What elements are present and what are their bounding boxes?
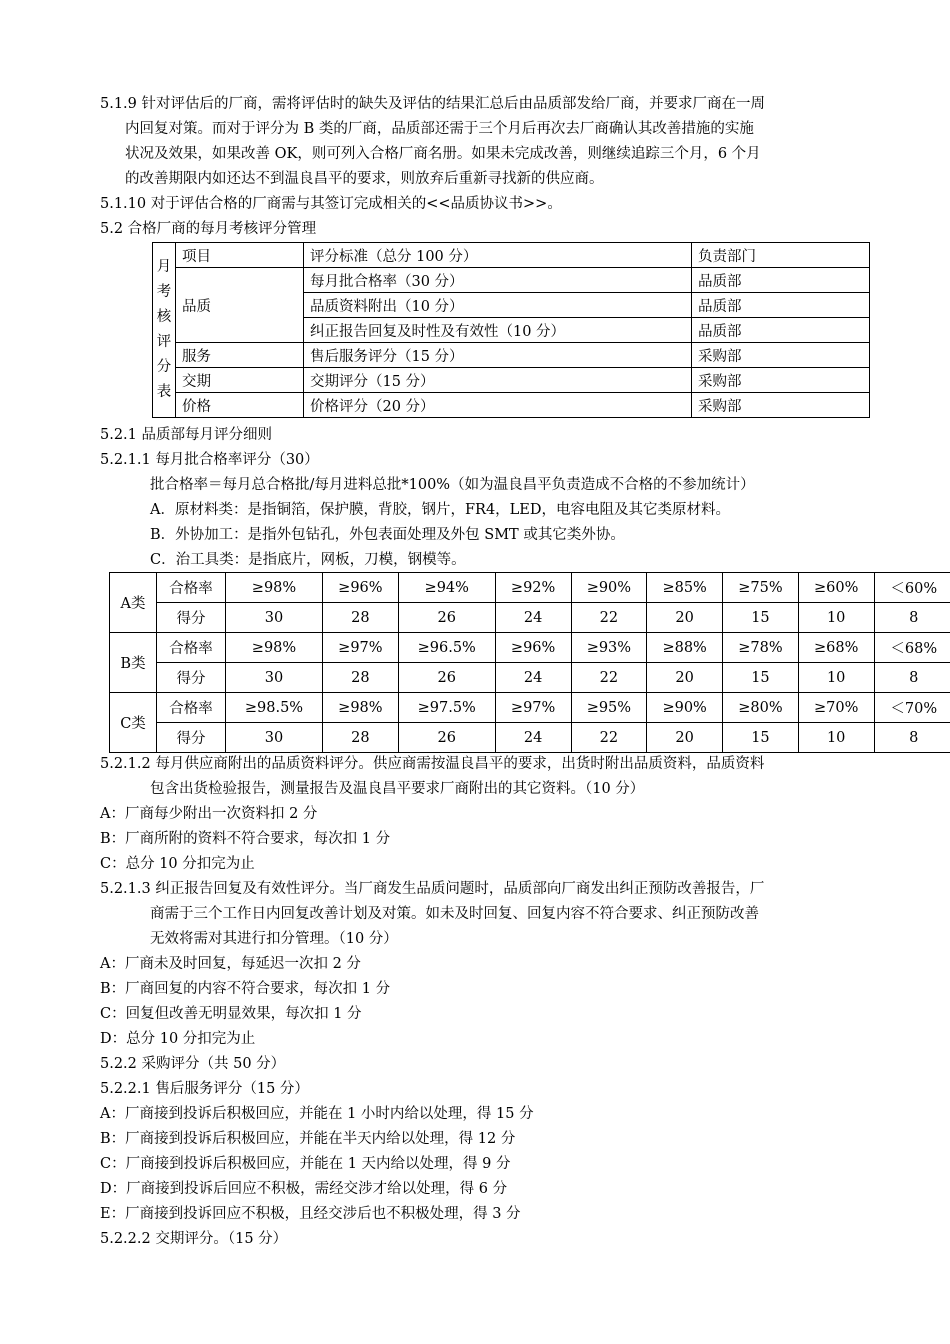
department-cell: 采购部 [692, 368, 870, 393]
rate-cell: ＜68% [874, 633, 950, 663]
score-cell: 10 [798, 723, 874, 753]
score-cell: 28 [322, 603, 398, 633]
department-cell: 采购部 [692, 393, 870, 418]
score-cell: 30 [226, 723, 323, 753]
header-item: 项目 [176, 243, 304, 268]
pass-rate-table [109, 572, 950, 753]
score-cell: 30 [226, 603, 323, 633]
rate-cell: ≥98% [226, 573, 323, 603]
sec-5213-line-3: 无效将需对其进行扣分管理。（10 分） [150, 931, 398, 947]
criteria-cell: 每月批合格率（30 分） [304, 268, 692, 293]
department-cell: 采购部 [692, 343, 870, 368]
class-label: C类 [110, 693, 157, 753]
score-cell: 22 [571, 663, 647, 693]
sec-522-heading: 5.2.2 采购评分（共 50 分） [100, 1056, 286, 1072]
score-label: 得分 [157, 723, 226, 753]
sec-5212-line-2: 包含出货检验报告，测量报告及温良昌平要求厂商附出的其它资料。（10 分） [150, 781, 645, 797]
rate-cell: ≥90% [647, 693, 723, 723]
list-item: A：厂商未及时回复，每延迟一次扣 2 分 [100, 956, 361, 972]
item-cell: 服务 [176, 343, 304, 368]
rate-cell: ≥70% [798, 693, 874, 723]
sec-5221-heading: 5.2.2.1 售后服务评分（15 分） [100, 1081, 309, 1097]
criteria-cell: 价格评分（20 分） [304, 393, 692, 418]
list-item: A：厂商接到投诉后积极回应，并能在 1 小时内给以处理，得 15 分 [100, 1106, 534, 1122]
rate-cell: ≥96% [322, 573, 398, 603]
sec-5222-heading: 5.2.2.2 交期评分。（15 分） [100, 1231, 288, 1247]
sec-5110: 5.1.10 对于评估合格的厂商需与其签订完成相关的<<品质协议书>>。 [100, 196, 562, 212]
score-cell: 20 [647, 723, 723, 753]
rate-cell: ≥97.5% [398, 693, 495, 723]
category-b: B．外协加工：是指外包钻孔，外包表面处理及外包 SMT 或其它类外协。 [150, 527, 625, 543]
sec-519-line-3: 状况及效果，如果改善 OK，则可列入合格厂商名册。如果未完成改善，则继续追踪三个月，6 个月 [125, 146, 761, 162]
rate-row [110, 573, 950, 603]
rate-cell: ≥97% [322, 633, 398, 663]
sec-5212-line-1: 5.2.1.2 每月供应商附出的品质资料评分。供应商需按温良昌平的要求，出货时附出品质资料，品质资料 [100, 756, 765, 772]
rate-cell: ≥94% [398, 573, 495, 603]
list-item: A：厂商每少附出一次资料扣 2 分 [100, 806, 318, 822]
score-cell: 15 [723, 603, 799, 633]
rate-cell: ≥97% [495, 693, 571, 723]
score-cell: 8 [874, 603, 950, 633]
rate-row [110, 693, 950, 723]
class-label: A类 [110, 573, 157, 633]
rate-cell: ≥93% [571, 633, 647, 663]
sec-519-line-1: 5.1.9 针对评估后的厂商，需将评估时的缺失及评估的结果汇总后由品质部发给厂商，并要求厂商在一周 [100, 96, 765, 112]
score-cell: 10 [798, 603, 874, 633]
class-label: B类 [110, 633, 157, 693]
rate-cell: ＜70% [874, 693, 950, 723]
list-item: B：厂商接到投诉后积极回应，并能在半天内给以处理，得 12 分 [100, 1131, 516, 1147]
list-item: C：厂商接到投诉后积极回应，并能在 1 天内给以处理，得 9 分 [100, 1156, 511, 1172]
rate-label: 合格率 [157, 633, 226, 663]
rate-cell: ≥80% [723, 693, 799, 723]
score-cell: 30 [226, 663, 323, 693]
rate-cell: ≥92% [495, 573, 571, 603]
rate-cell: ≥90% [571, 573, 647, 603]
header-criteria: 评分标准（总分 100 分） [304, 243, 692, 268]
rate-cell: ≥98% [322, 693, 398, 723]
rate-cell: ≥78% [723, 633, 799, 663]
rate-label: 合格率 [157, 573, 226, 603]
rate-cell: ≥95% [571, 693, 647, 723]
score-cell: 24 [495, 603, 571, 633]
sec-519-line-2: 内回复对策。而对于评分为 B 类的厂商，品质部还需于三个月后再次去厂商确认其改善措施的实施 [125, 121, 754, 137]
score-cell: 20 [647, 603, 723, 633]
sec-5211-heading: 5.2.1.1 每月批合格率评分（30） [100, 452, 319, 468]
category-a: A．原材料类：是指铜箔，保护膜，背胶，钢片，FR4，LED，电容电阻及其它类原材料。 [150, 502, 731, 518]
department-cell: 品质部 [692, 268, 870, 293]
score-cell: 15 [723, 723, 799, 753]
sec-519-line-4: 的改善期限内如还达不到温良昌平的要求，则放弃后重新寻找新的供应商。 [125, 171, 604, 187]
rate-cell: ≥98% [226, 633, 323, 663]
score-cell: 20 [647, 663, 723, 693]
score-cell: 24 [495, 723, 571, 753]
score-row [110, 603, 950, 633]
category-c: C．治工具类：是指底片，网板，刀模，钢模等。 [150, 552, 466, 568]
criteria-cell: 纠正报告回复及时性及有效性（10 分） [304, 318, 692, 343]
list-item: B：厂商回复的内容不符合要求，每次扣 1 分 [100, 981, 391, 997]
criteria-cell: 交期评分（15 分） [304, 368, 692, 393]
sec-5213-line-2: 商需于三个工作日内回复改善计划及对策。如未及时回复、回复内容不符合要求、纠正预防改善 [150, 906, 759, 922]
score-label: 得分 [157, 603, 226, 633]
list-item: E：厂商接到投诉回应不积极，且经交涉后也不积极处理，得 3 分 [100, 1206, 521, 1222]
score-cell: 24 [495, 663, 571, 693]
score-label: 得分 [157, 663, 226, 693]
score-cell: 22 [571, 723, 647, 753]
rate-cell: ＜60% [874, 573, 950, 603]
rate-cell: ≥98.5% [226, 693, 323, 723]
score-cell: 28 [322, 663, 398, 693]
score-cell: 8 [874, 723, 950, 753]
score-cell: 26 [398, 723, 495, 753]
score-row [110, 663, 950, 693]
criteria-cell: 售后服务评分（15 分） [304, 343, 692, 368]
list-item: C：回复但改善无明显效果，每次扣 1 分 [100, 1006, 362, 1022]
list-item: D：总分 10 分扣完为止 [100, 1031, 256, 1047]
list-item: B：厂商所附的资料不符合要求，每次扣 1 分 [100, 831, 391, 847]
rate-cell: ≥96% [495, 633, 571, 663]
sec-5213-line-1: 5.2.1.3 纠正报告回复及有效性评分。当厂商发生品质问题时，品质部向厂商发出纠正预防改善报告，厂 [100, 881, 765, 897]
sec-52-heading: 5.2 合格厂商的每月考核评分管理 [100, 221, 317, 237]
score-cell: 8 [874, 663, 950, 693]
score-cell: 10 [798, 663, 874, 693]
rate-cell: ≥85% [647, 573, 723, 603]
rate-cell: ≥75% [723, 573, 799, 603]
list-item: C：总分 10 分扣完为止 [100, 856, 255, 872]
table-side-label: 月 考 核 评 分 表 [153, 243, 176, 418]
department-cell: 品质部 [692, 318, 870, 343]
monthly-assessment-table [152, 242, 870, 418]
list-item: D：厂商接到投诉后回应不积极，需经交涉才给以处理，得 6 分 [100, 1181, 508, 1197]
rate-cell: ≥60% [798, 573, 874, 603]
score-row [110, 723, 950, 753]
rate-row [110, 633, 950, 663]
score-cell: 28 [322, 723, 398, 753]
rate-cell: ≥68% [798, 633, 874, 663]
rate-label: 合格率 [157, 693, 226, 723]
formula-text: 批合格率＝每月总合格批/每月进料总批*100%（如为温良昌平负责造成不合格的不参加统计） [150, 477, 755, 493]
item-cell: 交期 [176, 368, 304, 393]
score-cell: 26 [398, 603, 495, 633]
rate-cell: ≥96.5% [398, 633, 495, 663]
department-cell: 品质部 [692, 293, 870, 318]
sec-521-heading: 5.2.1 品质部每月评分细则 [100, 427, 273, 443]
header-department: 负责部门 [692, 243, 870, 268]
criteria-cell: 品质资料附出（10 分） [304, 293, 692, 318]
rate-cell: ≥88% [647, 633, 723, 663]
score-cell: 15 [723, 663, 799, 693]
quality-label: 品质 [176, 268, 304, 343]
score-cell: 26 [398, 663, 495, 693]
item-cell: 价格 [176, 393, 304, 418]
score-cell: 22 [571, 603, 647, 633]
